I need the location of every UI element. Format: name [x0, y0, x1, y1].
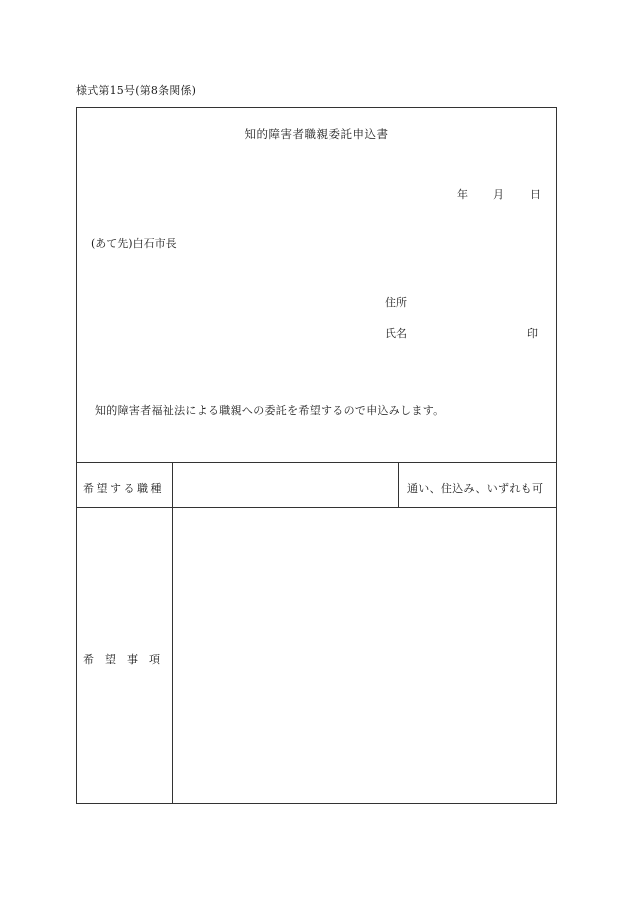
employment-type-note: 通い、住込み、いずれも可 [407, 482, 544, 495]
date-month-label: 月 [493, 188, 504, 201]
form-title: 知的障害者職親委託申込書 [244, 127, 389, 141]
form-number: 様式第15号(第8条関係) [76, 84, 197, 97]
desired-job-field[interactable] [173, 463, 398, 507]
application-statement: 知的障害者福祉法による職親への委託を希望するので申込みします。 [95, 404, 445, 417]
requests-label: 希望事項 [83, 653, 171, 666]
name-label: 氏名 [385, 327, 407, 340]
address-label: 住所 [385, 296, 407, 309]
application-form [76, 107, 557, 804]
date-day-label: 日 [530, 188, 541, 201]
requests-field[interactable] [173, 508, 556, 803]
date-year-label: 年 [457, 188, 468, 201]
desired-job-label: 希望する職種 [83, 482, 164, 495]
seal-mark: 印 [527, 327, 538, 340]
addressee: (あて先)白石市長 [91, 237, 177, 250]
note-column-divider [398, 462, 399, 507]
